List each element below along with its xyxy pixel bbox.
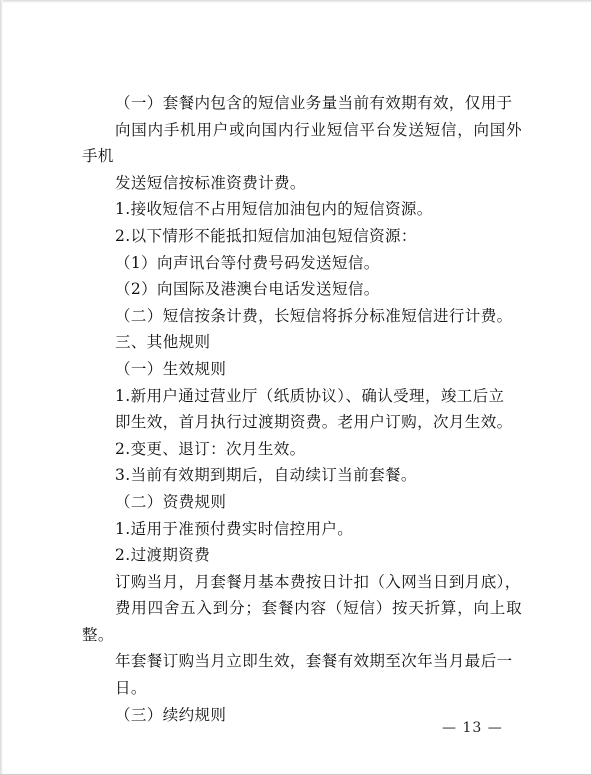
document-paragraph — [82, 383, 522, 436]
document-body — [82, 90, 522, 728]
paragraph-line: （1）向声讯台等付费号码发送短信。 — [115, 253, 380, 272]
document-paragraph — [82, 356, 522, 383]
document-paragraph — [82, 542, 522, 569]
paragraph-line: （二）短信按条计费，长短信将拆分标准短信进行计费。 — [115, 306, 513, 325]
paragraph-line: 2.过渡期资费 — [115, 546, 211, 565]
paragraph-line: 订购当月，月套餐月基本费按日计扣（入网当日到月底）， — [115, 572, 521, 591]
document-paragraph — [82, 436, 522, 463]
paragraph-line: （二）资费规则 — [115, 492, 227, 511]
paragraph-line: 2.以下情形不能抵扣短信加油包短信资源： — [115, 226, 417, 245]
document-paragraph — [82, 569, 522, 649]
paragraph-line: 1.接收短信不占用短信加油包内的短信资源。 — [115, 200, 433, 219]
paragraph-line: 日。 — [115, 679, 147, 698]
document-paragraph — [82, 250, 522, 277]
paragraph-line: 1.适用于准预付费实时信控用户。 — [115, 519, 354, 538]
page-left-edge — [0, 0, 3, 774]
paragraph-line: 1.新用户通过营业厅（纸质协议）、确认受理，竣工后立 — [115, 386, 505, 405]
document-paragraph — [82, 90, 522, 196]
paragraph-line: 三、其他规则 — [115, 333, 211, 352]
paragraph-line: 即生效，首月执行过渡期资费。老用户订购，次月生效。 — [115, 413, 513, 432]
paragraph-line: 2.变更、退订：次月生效。 — [115, 439, 306, 458]
document-paragraph — [82, 489, 522, 516]
paragraph-line: 向国内手机用户或向国内行业短信平台发送短信，向国外手机 — [82, 120, 522, 166]
document-paragraph — [82, 516, 522, 543]
document-paragraph — [82, 276, 522, 303]
paragraph-line: 发送短信按标准资费计费。 — [115, 173, 306, 192]
paragraph-line: （一）套餐内包含的短信业务量当前有效期有效，仅用于 — [115, 94, 513, 112]
paragraph-line: （一）生效规则 — [115, 359, 227, 378]
document-paragraph — [82, 648, 522, 701]
paragraph-line: （三）续约规则 — [115, 705, 227, 724]
paragraph-line: （2）向国际及港澳台电话发送短信。 — [115, 280, 380, 299]
document-paragraph — [82, 196, 522, 223]
paragraph-line: 费用四舍五入到分；套餐内容（短信）按天折算，向上取整。 — [82, 599, 522, 644]
paragraph-line: 年套餐订购当月立即生效，套餐有效期至次年当月最后一 — [115, 652, 513, 671]
page-top-edge — [0, 0, 591, 3]
document-paragraph — [82, 223, 522, 250]
document-paragraph — [82, 303, 522, 330]
document-paragraph — [82, 462, 522, 489]
document-paragraph — [82, 329, 522, 356]
page-number: — 13 — — [442, 720, 503, 736]
paragraph-line: 3.当前有效期到期后，自动续订当前套餐。 — [115, 466, 417, 485]
